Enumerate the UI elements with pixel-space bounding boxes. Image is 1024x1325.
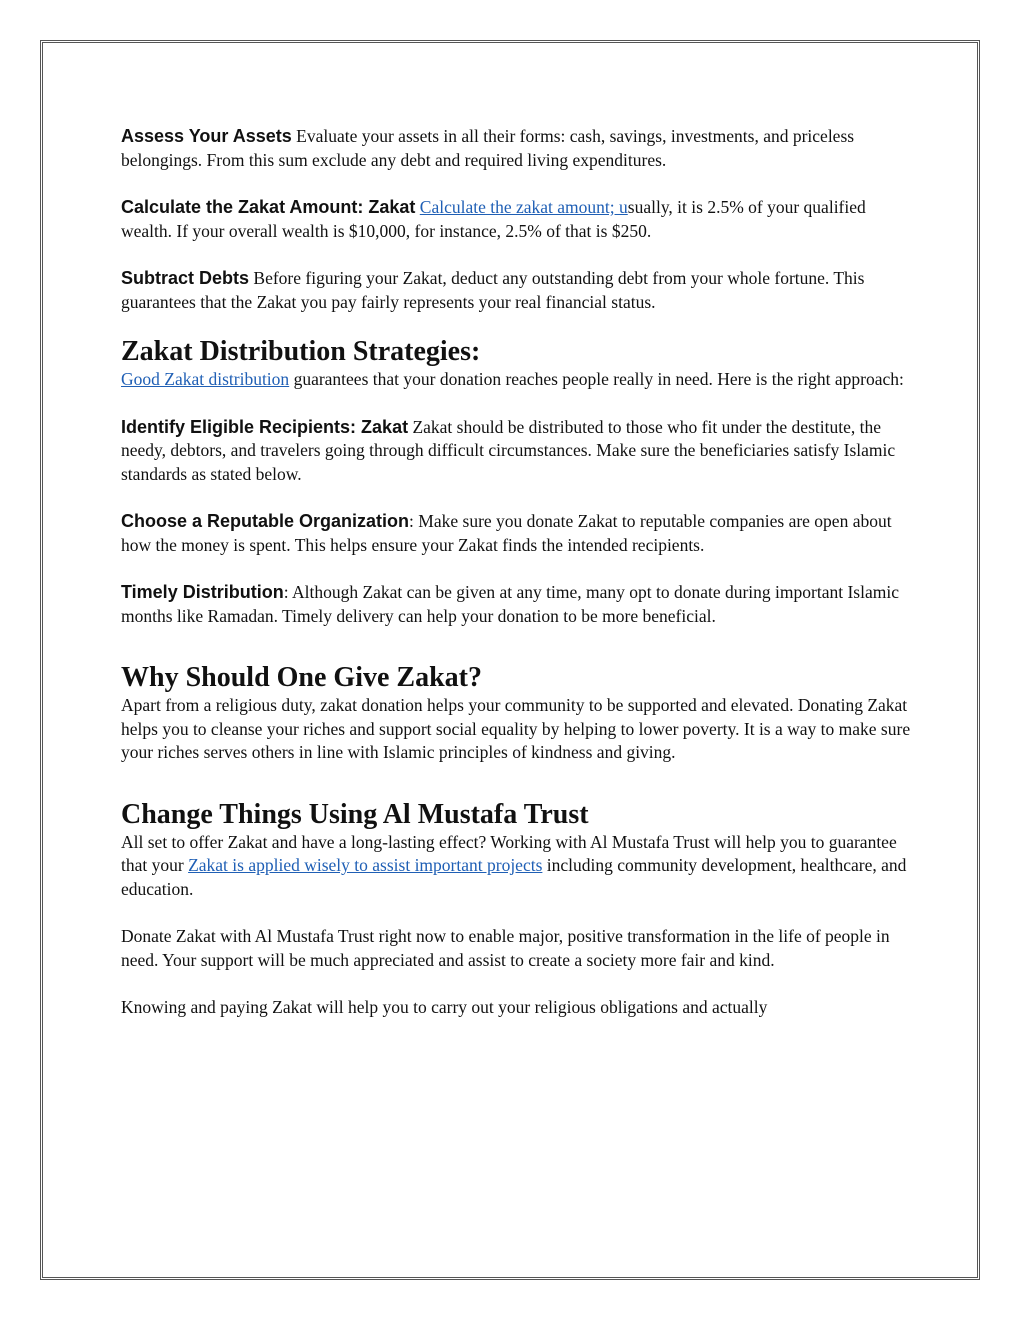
choose-organization-lead: Choose a Reputable Organization [121, 511, 410, 531]
timely-distribution-text: : Although Zakat can be given at any time, many opt to donate during important Islamic months like Ramadan. Timely delivery can help your donation to be more beneficial. [121, 582, 899, 626]
distribution-heading: Zakat Distribution Strategies: [121, 336, 481, 367]
zakat-applied-wisely-link[interactable]: Zakat is applied wisely to assist important projects [188, 855, 543, 875]
timely-distribution-paragraph [121, 581, 911, 628]
choose-organization-paragraph [121, 510, 911, 557]
why-give-zakat-paragraph: Apart from a religious duty, zakat donation helps your community to be supported and elevated. Donating Zakat helps you to cleanse your riches and support social equality by helping to lower poverty. It is a way to make sure your riches serves others in line with Islamic principles of kindness and giving. [121, 695, 911, 762]
assess-assets-lead: Assess Your Assets [121, 126, 292, 146]
change-things-text-after: including community development, healthcare, and education. [121, 855, 907, 899]
identify-recipients-lead: Identify Eligible Recipients [121, 416, 351, 437]
knowing-paragraph: Knowing and paying Zakat will help you to carry out your religious obligations and actually [121, 997, 768, 1017]
identify-recipients-colon: : [350, 416, 362, 437]
identify-recipients-text: Zakat should be distributed to those who fit under the destitute, the needy, debtors, and travelers going through difficult circumstances. Make sure the beneficiaries satisfy Islamic standards as stated below. [121, 416, 896, 484]
calculate-lead-zakat: Zakat [368, 197, 416, 217]
subtract-debts-lead: Subtract Debts [121, 268, 250, 288]
calculate-zakat-link[interactable]: Calculate the zakat amount; u [419, 197, 628, 217]
timely-distribution-lead: Timely Distribution [121, 582, 284, 602]
document-body [121, 125, 911, 1020]
change-things-heading: Change Things Using Al Mustafa Trust [121, 798, 589, 830]
choose-organization-text: : Make sure you donate Zakat to reputable companies are open about how the money is spent. This helps ensure your Zakat finds the intended recipients. [121, 511, 892, 555]
subtract-debts-text: Before figuring your Zakat, deduct any outstanding debt from your whole fortune. This guarantees that the Zakat you pay fairly represents your real financial status. [121, 268, 865, 312]
good-zakat-distribution-link[interactable]: Good Zakat distribution [121, 369, 290, 389]
distribution-paragraph [121, 368, 911, 392]
calculate-text: sually, it is 2.5% of your qualified wealth. If your overall wealth is $10,000, for instance, 2.5% of that is $250. [121, 197, 866, 241]
identify-recipients-lead-zakat: Zakat [361, 416, 409, 437]
change-things-paragraph [121, 831, 911, 902]
change-things-text-before: All set to offer Zakat and have a long-lasting effect? Working with Al Mustafa Trust will help you to guarantee that your [121, 831, 897, 875]
assess-assets-text: Evaluate your assets in all their forms: cash, savings, investments, and priceless belongings. From this sum exclude any debt and required living expenditures. [121, 126, 855, 170]
assess-assets-paragraph [121, 125, 911, 172]
calculate-paragraph [121, 196, 911, 243]
calculate-lead: Calculate the Zakat Amount [121, 197, 358, 217]
identify-recipients-paragraph [121, 416, 911, 487]
donate-paragraph: Donate Zakat with Al Mustafa Trust right now to enable major, positive transformation in the life of people in need. Your support will be much appreciated and assist to create a society more fair and kind. [121, 926, 890, 970]
subtract-debts-paragraph [121, 267, 911, 314]
calculate-colon: : [357, 197, 369, 217]
distribution-text: guarantees that your donation reaches people really in need. Here is the right approach: [289, 369, 904, 389]
why-give-zakat-heading: Why Should One Give Zakat? [121, 662, 482, 693]
